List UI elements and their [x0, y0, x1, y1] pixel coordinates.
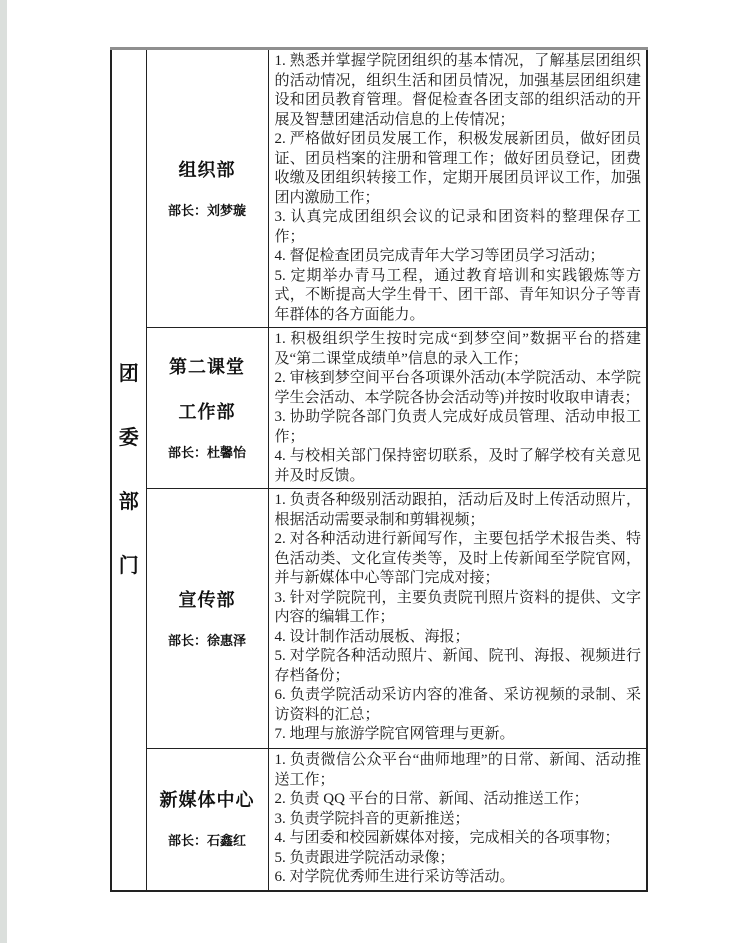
category-title-vertical [112, 364, 146, 576]
department-name [147, 159, 268, 181]
department-name [147, 789, 268, 811]
duty-item: 3. 针对学院院刊，主要负责院刊照片资料的提供、文字内容的编辑工作； [274, 589, 641, 625]
department-duties-cell [268, 49, 647, 328]
department-leader: 部长：徐惠泽 [167, 632, 246, 648]
category-char: 委 [118, 426, 139, 449]
department-leader: 部长：石鑫红 [167, 833, 246, 849]
department-name [147, 356, 268, 423]
department-leader: 部长：杜馨怡 [167, 444, 246, 460]
department-duties-cell [268, 489, 647, 749]
duty-item: 1. 积极组织学生按时完成“到梦空间”数据平台的搭建及“第二课堂成绩单”信息的录入工作； [274, 331, 641, 367]
department-row [111, 49, 647, 328]
committee-departments-table [110, 47, 648, 892]
department-name-line: 宣传部 [178, 589, 236, 610]
duty-item: 4. 设计制作活动展板、海报； [274, 628, 470, 645]
duty-item: 2. 负责 QQ 平台的日常、新闻、活动推送工作； [274, 791, 589, 807]
duty-item: 5. 对学院各种活动照片、新闻、院刊、海报、视频进行存档备份； [274, 648, 641, 684]
duty-item: 4. 督促检查团员完成青年大学习等团员学习活动； [274, 248, 605, 264]
duty-item: 3. 协助学院各部门负责人完成好成员管理、活动申报工作； [274, 409, 641, 445]
category-char: 门 [118, 554, 139, 577]
duty-item: 4. 与团委和校园新媒体对接，完成相关的各项事物； [274, 830, 620, 846]
department-name-line: 工作部 [178, 401, 236, 422]
department-row [111, 328, 647, 489]
category-char: 团 [118, 362, 139, 385]
duty-item: 7. 地理与旅游学院官网管理与更新。 [274, 726, 515, 742]
duty-item: 6. 对学院优秀师生进行采访等活动。 [274, 869, 515, 885]
department-name-cell [146, 49, 268, 328]
duty-item: 5. 负责跟进学院活动录像； [274, 849, 455, 866]
category-cell [111, 49, 146, 891]
duty-item: 1. 负责微信公众平台“曲师地理”的日常、新闻、活动推送工作； [274, 752, 641, 788]
duty-item: 2. 审核到梦空间平台各项课外活动(本学院活动、本学院学生会活动、本学院各协会活动等)并按时收取申请表； [274, 370, 641, 406]
department-duties-cell [268, 749, 647, 891]
duty-item: 1. 负责各种级别活动跟拍，活动后及时上传活动照片，根据活动需要录制和剪辑视频； [274, 492, 641, 528]
duty-item: 5. 定期举办青马工程，通过教育培训和实践锻炼等方式，不断提高大学生骨干、团干部、青年知识分子等青年群体的各方面能力。 [274, 267, 641, 323]
department-name-cell [146, 328, 268, 489]
department-name-line: 第二课堂 [169, 356, 245, 377]
duty-item: 3. 认真完成团组织会议的记录和团资料的整理保存工作； [274, 209, 641, 245]
department-row [111, 749, 647, 891]
duty-item: 2. 对各种活动进行新闻写作，主要包括学术报告类、特色活动类、文化宣传类等，及时上传新闻至学院官网，并与新媒体中心等部门完成对接； [274, 531, 641, 586]
department-leader: 部长：刘梦璇 [167, 202, 246, 218]
department-name-cell [146, 489, 268, 749]
category-char: 部 [118, 490, 139, 513]
department-name [147, 589, 268, 611]
department-row [111, 489, 647, 749]
page-edge-strip [0, 0, 7, 943]
department-duties-cell [268, 328, 647, 489]
duty-item: 4. 与校相关部门保持密切联系，及时了解学校有关意见并及时反馈。 [274, 448, 641, 484]
duty-item: 6. 负责学院活动采访内容的准备、采访视频的录制、采访资料的汇总； [274, 687, 641, 723]
department-name-cell [146, 749, 268, 891]
duty-item: 3. 负责学院抖音的更新推送； [274, 810, 470, 827]
department-name-line: 组织部 [178, 159, 236, 180]
duty-item: 2. 严格做好团员发展工作，积极发展新团员，做好团员证、团员档案的注册和管理工作；做好团员登记，团费收缴及团组织转接工作，定期开展团员评议工作，加强团内激励工作； [274, 131, 641, 206]
duty-item: 1. 熟悉并掌握学院团组织的基本情况，了解基层团组织的活动情况，组织生活和团员情况，加强基层团组织建设和团员教育管理。督促检查各团支部的组织活动的开展及智慧团建活动信息的上传情况； [274, 53, 641, 128]
department-name-line: 新媒体中心 [159, 790, 255, 811]
